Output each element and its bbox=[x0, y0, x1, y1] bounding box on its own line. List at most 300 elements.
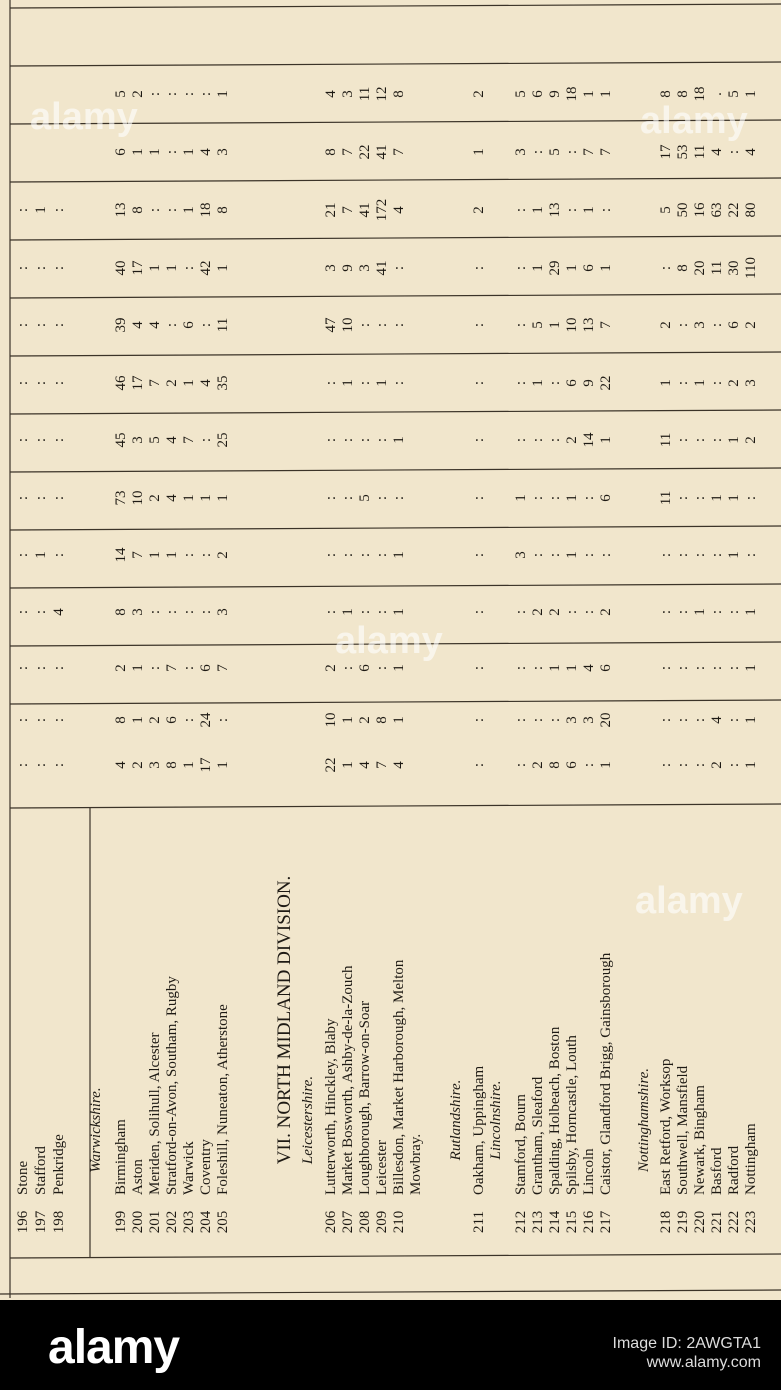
table-cell: 9 bbox=[547, 90, 563, 98]
table-cell: : bbox=[15, 322, 31, 328]
table-cell: 73 bbox=[113, 490, 129, 506]
table-cell: : bbox=[709, 322, 725, 328]
table-cell: 47 bbox=[323, 317, 339, 333]
table-cell: 42 bbox=[198, 260, 214, 276]
district-name: Penkridge bbox=[51, 1134, 67, 1195]
row-number: 205 bbox=[215, 1210, 231, 1234]
table-cell: 4 bbox=[113, 761, 129, 769]
row-number: 211 bbox=[471, 1211, 487, 1233]
table-cell: : bbox=[374, 552, 390, 558]
table-cell: 13 bbox=[113, 202, 129, 218]
table-cell: : bbox=[692, 495, 708, 501]
district-name: Newark, Bingham bbox=[692, 1085, 708, 1195]
table-cell: 2 bbox=[547, 608, 563, 616]
table-cell: 4 bbox=[198, 379, 214, 387]
table-cell: 1 bbox=[564, 664, 580, 672]
table-cell: 1 bbox=[130, 148, 146, 156]
table-cell: 1 bbox=[198, 494, 214, 502]
table-cell: : bbox=[391, 322, 407, 328]
table-cell: : bbox=[164, 207, 180, 213]
table-cell: 7 bbox=[340, 148, 356, 156]
table-cell: 1 bbox=[564, 494, 580, 502]
table-cell: 1 bbox=[391, 664, 407, 672]
table-cell: : bbox=[198, 91, 214, 97]
table-cell: : bbox=[15, 762, 31, 768]
table-cell: 1 bbox=[340, 761, 356, 769]
table-cell: : bbox=[340, 495, 356, 501]
row-number: 196 bbox=[15, 1210, 31, 1234]
table-cell: : bbox=[547, 717, 563, 723]
table-cell: 1 bbox=[709, 494, 725, 502]
table-cell: 1 bbox=[391, 551, 407, 559]
table-cell: : bbox=[692, 552, 708, 558]
table-cell: 1 bbox=[743, 608, 759, 616]
table-cell: : bbox=[709, 609, 725, 615]
row-number: 208 bbox=[357, 1210, 373, 1234]
table-cell: 8 bbox=[323, 148, 339, 156]
table-cell: : bbox=[33, 380, 49, 386]
table-cell: : bbox=[33, 609, 49, 615]
table-cell: : bbox=[675, 762, 691, 768]
table-cell: 45 bbox=[113, 432, 129, 448]
table-cell: 4 bbox=[357, 761, 373, 769]
table-cell: 1 bbox=[340, 716, 356, 724]
row-number: 216 bbox=[581, 1210, 597, 1234]
table-cell: 4 bbox=[581, 664, 597, 672]
table-cell: : bbox=[147, 207, 163, 213]
table-cell: 1 bbox=[692, 608, 708, 616]
table-cell: 7 bbox=[181, 436, 197, 444]
table-cell: : bbox=[471, 437, 487, 443]
table-cell: : bbox=[51, 717, 67, 723]
table-cell: 10 bbox=[340, 317, 356, 333]
table-cell: 1 bbox=[374, 379, 390, 387]
table-cell: : bbox=[147, 665, 163, 671]
table-cell: 1 bbox=[33, 206, 49, 214]
table-cell: 6 bbox=[164, 716, 180, 724]
table-cell: 63 bbox=[709, 202, 725, 218]
table-cell: 2 bbox=[743, 321, 759, 329]
county-heading: Lincolnshire. bbox=[488, 1080, 504, 1160]
table-cell: : bbox=[530, 665, 546, 671]
district-name: Spilsby, Horncastle, Louth bbox=[564, 1035, 580, 1195]
table-cell: : bbox=[471, 665, 487, 671]
table-cell: 17 bbox=[198, 757, 214, 773]
table-cell: 11 bbox=[658, 490, 674, 506]
table-cell: : bbox=[564, 609, 580, 615]
district-name: Market Bosworth, Ashby-de-la-Zouch bbox=[340, 965, 356, 1195]
table-cell: 1 bbox=[564, 264, 580, 272]
table-cell: 8 bbox=[164, 761, 180, 769]
table-cell: 1 bbox=[530, 206, 546, 214]
table-cell: : bbox=[709, 437, 725, 443]
table-cell: : bbox=[340, 437, 356, 443]
table-cell: : bbox=[33, 437, 49, 443]
table-cell: 3 bbox=[692, 321, 708, 329]
table-cell: 7 bbox=[147, 379, 163, 387]
table-cell: 22 bbox=[598, 375, 614, 391]
table-cell: : bbox=[675, 552, 691, 558]
table-cell: 53 bbox=[675, 144, 691, 160]
table-cell: : bbox=[471, 552, 487, 558]
stock-footer bbox=[0, 1300, 781, 1390]
table-cell: : bbox=[51, 265, 67, 271]
table-cell: : bbox=[675, 665, 691, 671]
table-cell: 6 bbox=[113, 148, 129, 156]
table-cell: 1 bbox=[598, 436, 614, 444]
table-cell: 1 bbox=[215, 264, 231, 272]
table-cell: : bbox=[564, 149, 580, 155]
table-cell: : bbox=[658, 552, 674, 558]
table-cell: 4 bbox=[51, 608, 67, 616]
table-cell: 8 bbox=[374, 716, 390, 724]
table-cell: 2 bbox=[471, 90, 487, 98]
table-cell: : bbox=[164, 149, 180, 155]
table-cell: : bbox=[323, 609, 339, 615]
table-cell: 1 bbox=[598, 761, 614, 769]
table-cell: 39 bbox=[113, 317, 129, 333]
table-cell: 4 bbox=[709, 716, 725, 724]
table-cell: 11 bbox=[357, 86, 373, 102]
table-cell: 1 bbox=[726, 436, 742, 444]
table-cell: 2 bbox=[113, 664, 129, 672]
table-cell: : bbox=[513, 207, 529, 213]
table-cell: : bbox=[51, 762, 67, 768]
watermark-text: alamy bbox=[335, 620, 443, 662]
table-cells bbox=[15, 87, 759, 773]
row-number: 217 bbox=[598, 1210, 614, 1234]
table-cell: 7 bbox=[581, 148, 597, 156]
table-cell: 17 bbox=[658, 144, 674, 160]
table-cell: 1 bbox=[164, 264, 180, 272]
table-cell: : bbox=[147, 91, 163, 97]
table-cell: 1 bbox=[340, 608, 356, 616]
table-cell: 5 bbox=[357, 494, 373, 502]
table-cell: 1 bbox=[658, 379, 674, 387]
table-cell: : bbox=[675, 495, 691, 501]
table-cell: 18 bbox=[198, 202, 214, 218]
image-id: Image ID: 2AWGTA1 bbox=[612, 1335, 761, 1352]
table-cell: 7 bbox=[164, 664, 180, 672]
table-cell: : bbox=[675, 609, 691, 615]
row-number: 202 bbox=[164, 1210, 180, 1234]
county-heading: Nottinghamshire. bbox=[636, 1067, 652, 1173]
district-name: Aston bbox=[130, 1159, 146, 1195]
table-cell: : bbox=[181, 91, 197, 97]
table-cell: 5 bbox=[513, 90, 529, 98]
table-cell: 2 bbox=[658, 321, 674, 329]
table-cell: 7 bbox=[598, 321, 614, 329]
table-cell: : bbox=[675, 717, 691, 723]
table-cell: 6 bbox=[598, 664, 614, 672]
table-cell: 2 bbox=[147, 494, 163, 502]
table-cell: 1 bbox=[391, 608, 407, 616]
table-cell: 1 bbox=[743, 761, 759, 769]
table-cell: 7 bbox=[215, 664, 231, 672]
table-cell: : bbox=[164, 91, 180, 97]
district-name: Radford bbox=[726, 1145, 742, 1195]
table-cell: 2 bbox=[743, 436, 759, 444]
district-name: Billesdon, Market Harborough, Melton bbox=[391, 959, 407, 1195]
table-cell: 5 bbox=[113, 90, 129, 98]
table-cell: 1 bbox=[147, 551, 163, 559]
row-number: 223 bbox=[743, 1210, 759, 1234]
table-cell: 8 bbox=[391, 90, 407, 98]
table-cell: : bbox=[530, 149, 546, 155]
table-cell: : bbox=[198, 552, 214, 558]
table-cell: 1 bbox=[181, 379, 197, 387]
table-cell: 22 bbox=[323, 757, 339, 773]
district-name: Leicester bbox=[374, 1140, 390, 1195]
table-cell: 1 bbox=[513, 494, 529, 502]
table-cell: : bbox=[547, 437, 563, 443]
district-name: Grantham, Sleaford bbox=[530, 1076, 546, 1195]
table-cell: : bbox=[564, 207, 580, 213]
table-cell: : bbox=[357, 437, 373, 443]
district-name: Nottingham bbox=[743, 1123, 759, 1195]
table-cell: : bbox=[357, 380, 373, 386]
table-cell: 30 bbox=[726, 260, 742, 276]
table-cell: : bbox=[675, 437, 691, 443]
site-url: www.alamy.com bbox=[646, 1354, 761, 1371]
table-cell: : bbox=[675, 322, 691, 328]
table-cell: : bbox=[15, 665, 31, 671]
table-cell: 9 bbox=[340, 264, 356, 272]
table-cell: : bbox=[323, 495, 339, 501]
table-cell: 22 bbox=[357, 144, 373, 160]
table-cell: 17 bbox=[130, 260, 146, 276]
table-cell: : bbox=[215, 717, 231, 723]
table-cell: 2 bbox=[530, 761, 546, 769]
table-cell: 13 bbox=[547, 202, 563, 218]
row-number: 213 bbox=[530, 1210, 546, 1234]
district-name-continued: Mowbray. bbox=[408, 1133, 424, 1195]
table-cell: : bbox=[374, 665, 390, 671]
table-cell: 172 bbox=[374, 198, 390, 222]
table-cell: 7 bbox=[340, 206, 356, 214]
table-cell: 6 bbox=[564, 761, 580, 769]
table-cell: 1 bbox=[164, 551, 180, 559]
table-cell: 6 bbox=[198, 664, 214, 672]
table-cell: : bbox=[709, 665, 725, 671]
table-cell: 21 bbox=[323, 202, 339, 218]
table-cell: : bbox=[164, 322, 180, 328]
division-heading: VII. NORTH MIDLAND DIVISION. bbox=[274, 875, 295, 1165]
table-cell: : bbox=[513, 322, 529, 328]
table-cell: 8 bbox=[113, 716, 129, 724]
table-cell: : bbox=[323, 380, 339, 386]
table-cell: 3 bbox=[147, 761, 163, 769]
table-cell: 4 bbox=[147, 321, 163, 329]
table-cell: 18 bbox=[692, 86, 708, 102]
table-cell: : bbox=[658, 609, 674, 615]
table-cell: : bbox=[726, 717, 742, 723]
table-cell: : bbox=[357, 609, 373, 615]
table-cell: 1 bbox=[130, 716, 146, 724]
table-cell: 8 bbox=[675, 264, 691, 272]
table-cell: : bbox=[709, 552, 725, 558]
table-cell: : bbox=[15, 552, 31, 558]
table-cell: 3 bbox=[357, 264, 373, 272]
table-cell: 2 bbox=[709, 761, 725, 769]
table-cell: 4 bbox=[323, 90, 339, 98]
table-cell: 14 bbox=[113, 547, 129, 563]
table-cell: 7 bbox=[374, 761, 390, 769]
district-name: Birmingham bbox=[113, 1119, 129, 1195]
table-cell: 4 bbox=[709, 148, 725, 156]
table-cell: 3 bbox=[743, 379, 759, 387]
district-name: Basford bbox=[709, 1147, 725, 1195]
table-cell: : bbox=[51, 495, 67, 501]
table-cell: 41 bbox=[374, 260, 390, 276]
table-cell: 1 bbox=[215, 494, 231, 502]
table-cell: : bbox=[471, 265, 487, 271]
table-cell: 35 bbox=[215, 375, 231, 391]
table-cell: 3 bbox=[215, 148, 231, 156]
table-cell: 1 bbox=[692, 379, 708, 387]
county-heading: Leicestershire. bbox=[300, 1075, 316, 1165]
table-cell: : bbox=[15, 207, 31, 213]
table-cell: 6 bbox=[564, 379, 580, 387]
table-cell: : bbox=[33, 495, 49, 501]
table-cell: 1 bbox=[147, 148, 163, 156]
table-cell: 2 bbox=[564, 436, 580, 444]
table-cell: 1 bbox=[181, 761, 197, 769]
table-cell: : bbox=[692, 437, 708, 443]
table-cell: 10 bbox=[130, 490, 146, 506]
table-cell: 6 bbox=[530, 90, 546, 98]
table-cell: 1 bbox=[598, 90, 614, 98]
table-cell: : bbox=[181, 717, 197, 723]
district-name: Oakham, Uppingham bbox=[471, 1065, 487, 1195]
table-cell: 5 bbox=[726, 90, 742, 98]
table-cell: : bbox=[323, 437, 339, 443]
table-cell: 1 bbox=[743, 716, 759, 724]
table-cell: 2 bbox=[130, 761, 146, 769]
table-cell: : bbox=[471, 380, 487, 386]
table-cell: : bbox=[513, 437, 529, 443]
district-name: Foleshill, Nuneaton, Atherstone bbox=[215, 1004, 231, 1195]
table-cell: : bbox=[181, 552, 197, 558]
table-cell: : bbox=[15, 437, 31, 443]
table-cell: 1 bbox=[181, 206, 197, 214]
table-cell: : bbox=[33, 665, 49, 671]
table-cell: 11 bbox=[658, 432, 674, 448]
table-cell: 18 bbox=[564, 86, 580, 102]
table-cell: 1 bbox=[530, 264, 546, 272]
table-cell: 6 bbox=[581, 264, 597, 272]
table-cell: 1 bbox=[726, 551, 742, 559]
table-cell: 6 bbox=[598, 494, 614, 502]
table-cell: : bbox=[15, 495, 31, 501]
district-name: Lincoln bbox=[581, 1148, 597, 1195]
district-name: Stamford, Bourn bbox=[513, 1094, 529, 1195]
table-cell: : bbox=[198, 609, 214, 615]
district-name: Caistor, Glandford Brigg, Gainsborough bbox=[598, 952, 614, 1195]
table-cell: : bbox=[391, 380, 407, 386]
table-cell: : bbox=[374, 437, 390, 443]
table-cell: 46 bbox=[113, 375, 129, 391]
table-cell: : bbox=[181, 665, 197, 671]
table-cell: : bbox=[581, 495, 597, 501]
table-cell: 5 bbox=[530, 321, 546, 329]
table-cell: : bbox=[51, 665, 67, 671]
table-cell: 1 bbox=[33, 551, 49, 559]
table-cell: : bbox=[374, 609, 390, 615]
table-cell: 14 bbox=[581, 432, 597, 448]
table-cell: : bbox=[15, 265, 31, 271]
table-cell: 8 bbox=[113, 608, 129, 616]
table-cell: : bbox=[471, 762, 487, 768]
district-name: Stafford bbox=[33, 1146, 49, 1195]
table-cell: : bbox=[323, 552, 339, 558]
table-cell: 4 bbox=[164, 436, 180, 444]
table-cell: 8 bbox=[130, 206, 146, 214]
table-cell: 2 bbox=[357, 716, 373, 724]
table-cell: : bbox=[357, 552, 373, 558]
table-cell: : bbox=[513, 762, 529, 768]
table-cell: : bbox=[340, 552, 356, 558]
table-cell: 40 bbox=[113, 260, 129, 276]
table-cell: 20 bbox=[692, 260, 708, 276]
table-cell: : bbox=[726, 762, 742, 768]
table-cell: 1 bbox=[471, 148, 487, 156]
table-cell: : bbox=[726, 149, 742, 155]
table-cell: 1 bbox=[547, 321, 563, 329]
table-cell: 3 bbox=[130, 436, 146, 444]
row-number: 209 bbox=[374, 1210, 390, 1234]
table-cell: : bbox=[675, 380, 691, 386]
table-cell: : bbox=[181, 609, 197, 615]
table-cell: 10 bbox=[564, 317, 580, 333]
table-cell: 4 bbox=[391, 761, 407, 769]
row-number: 201 bbox=[147, 1210, 163, 1234]
table-cell: 3 bbox=[513, 148, 529, 156]
table-cell: 3 bbox=[323, 264, 339, 272]
table-cell: 2 bbox=[530, 608, 546, 616]
image-id-block bbox=[613, 1334, 761, 1372]
brand-logo: alamy bbox=[48, 1321, 180, 1374]
table-cell: : bbox=[164, 609, 180, 615]
row-number: 221 bbox=[709, 1210, 725, 1234]
table-cell: 11 bbox=[692, 144, 708, 160]
table-cell: : bbox=[15, 717, 31, 723]
row-number: 200 bbox=[130, 1210, 146, 1234]
table-cell: : bbox=[658, 265, 674, 271]
row-number: 222 bbox=[726, 1210, 742, 1234]
table-cell: : bbox=[513, 380, 529, 386]
table-cell: 4 bbox=[391, 206, 407, 214]
table-cell: : bbox=[15, 609, 31, 615]
table-cell: : bbox=[530, 717, 546, 723]
table-cell: 6 bbox=[726, 321, 742, 329]
district-name: Coventry bbox=[198, 1139, 214, 1195]
table-cell: : bbox=[658, 665, 674, 671]
table-cell: 4 bbox=[130, 321, 146, 329]
watermark-text: alamy bbox=[640, 100, 748, 142]
table-cell: : bbox=[658, 717, 674, 723]
row-number: 215 bbox=[564, 1210, 580, 1234]
table-cell: : bbox=[198, 322, 214, 328]
table-cell: 8 bbox=[547, 761, 563, 769]
table-cell: : bbox=[374, 495, 390, 501]
row-number: 207 bbox=[340, 1210, 356, 1234]
table-cell: 1 bbox=[726, 494, 742, 502]
table-cell: 11 bbox=[709, 260, 725, 276]
table-cell: : bbox=[726, 609, 742, 615]
table-cell: 1 bbox=[581, 90, 597, 98]
table-cell: : bbox=[471, 717, 487, 723]
